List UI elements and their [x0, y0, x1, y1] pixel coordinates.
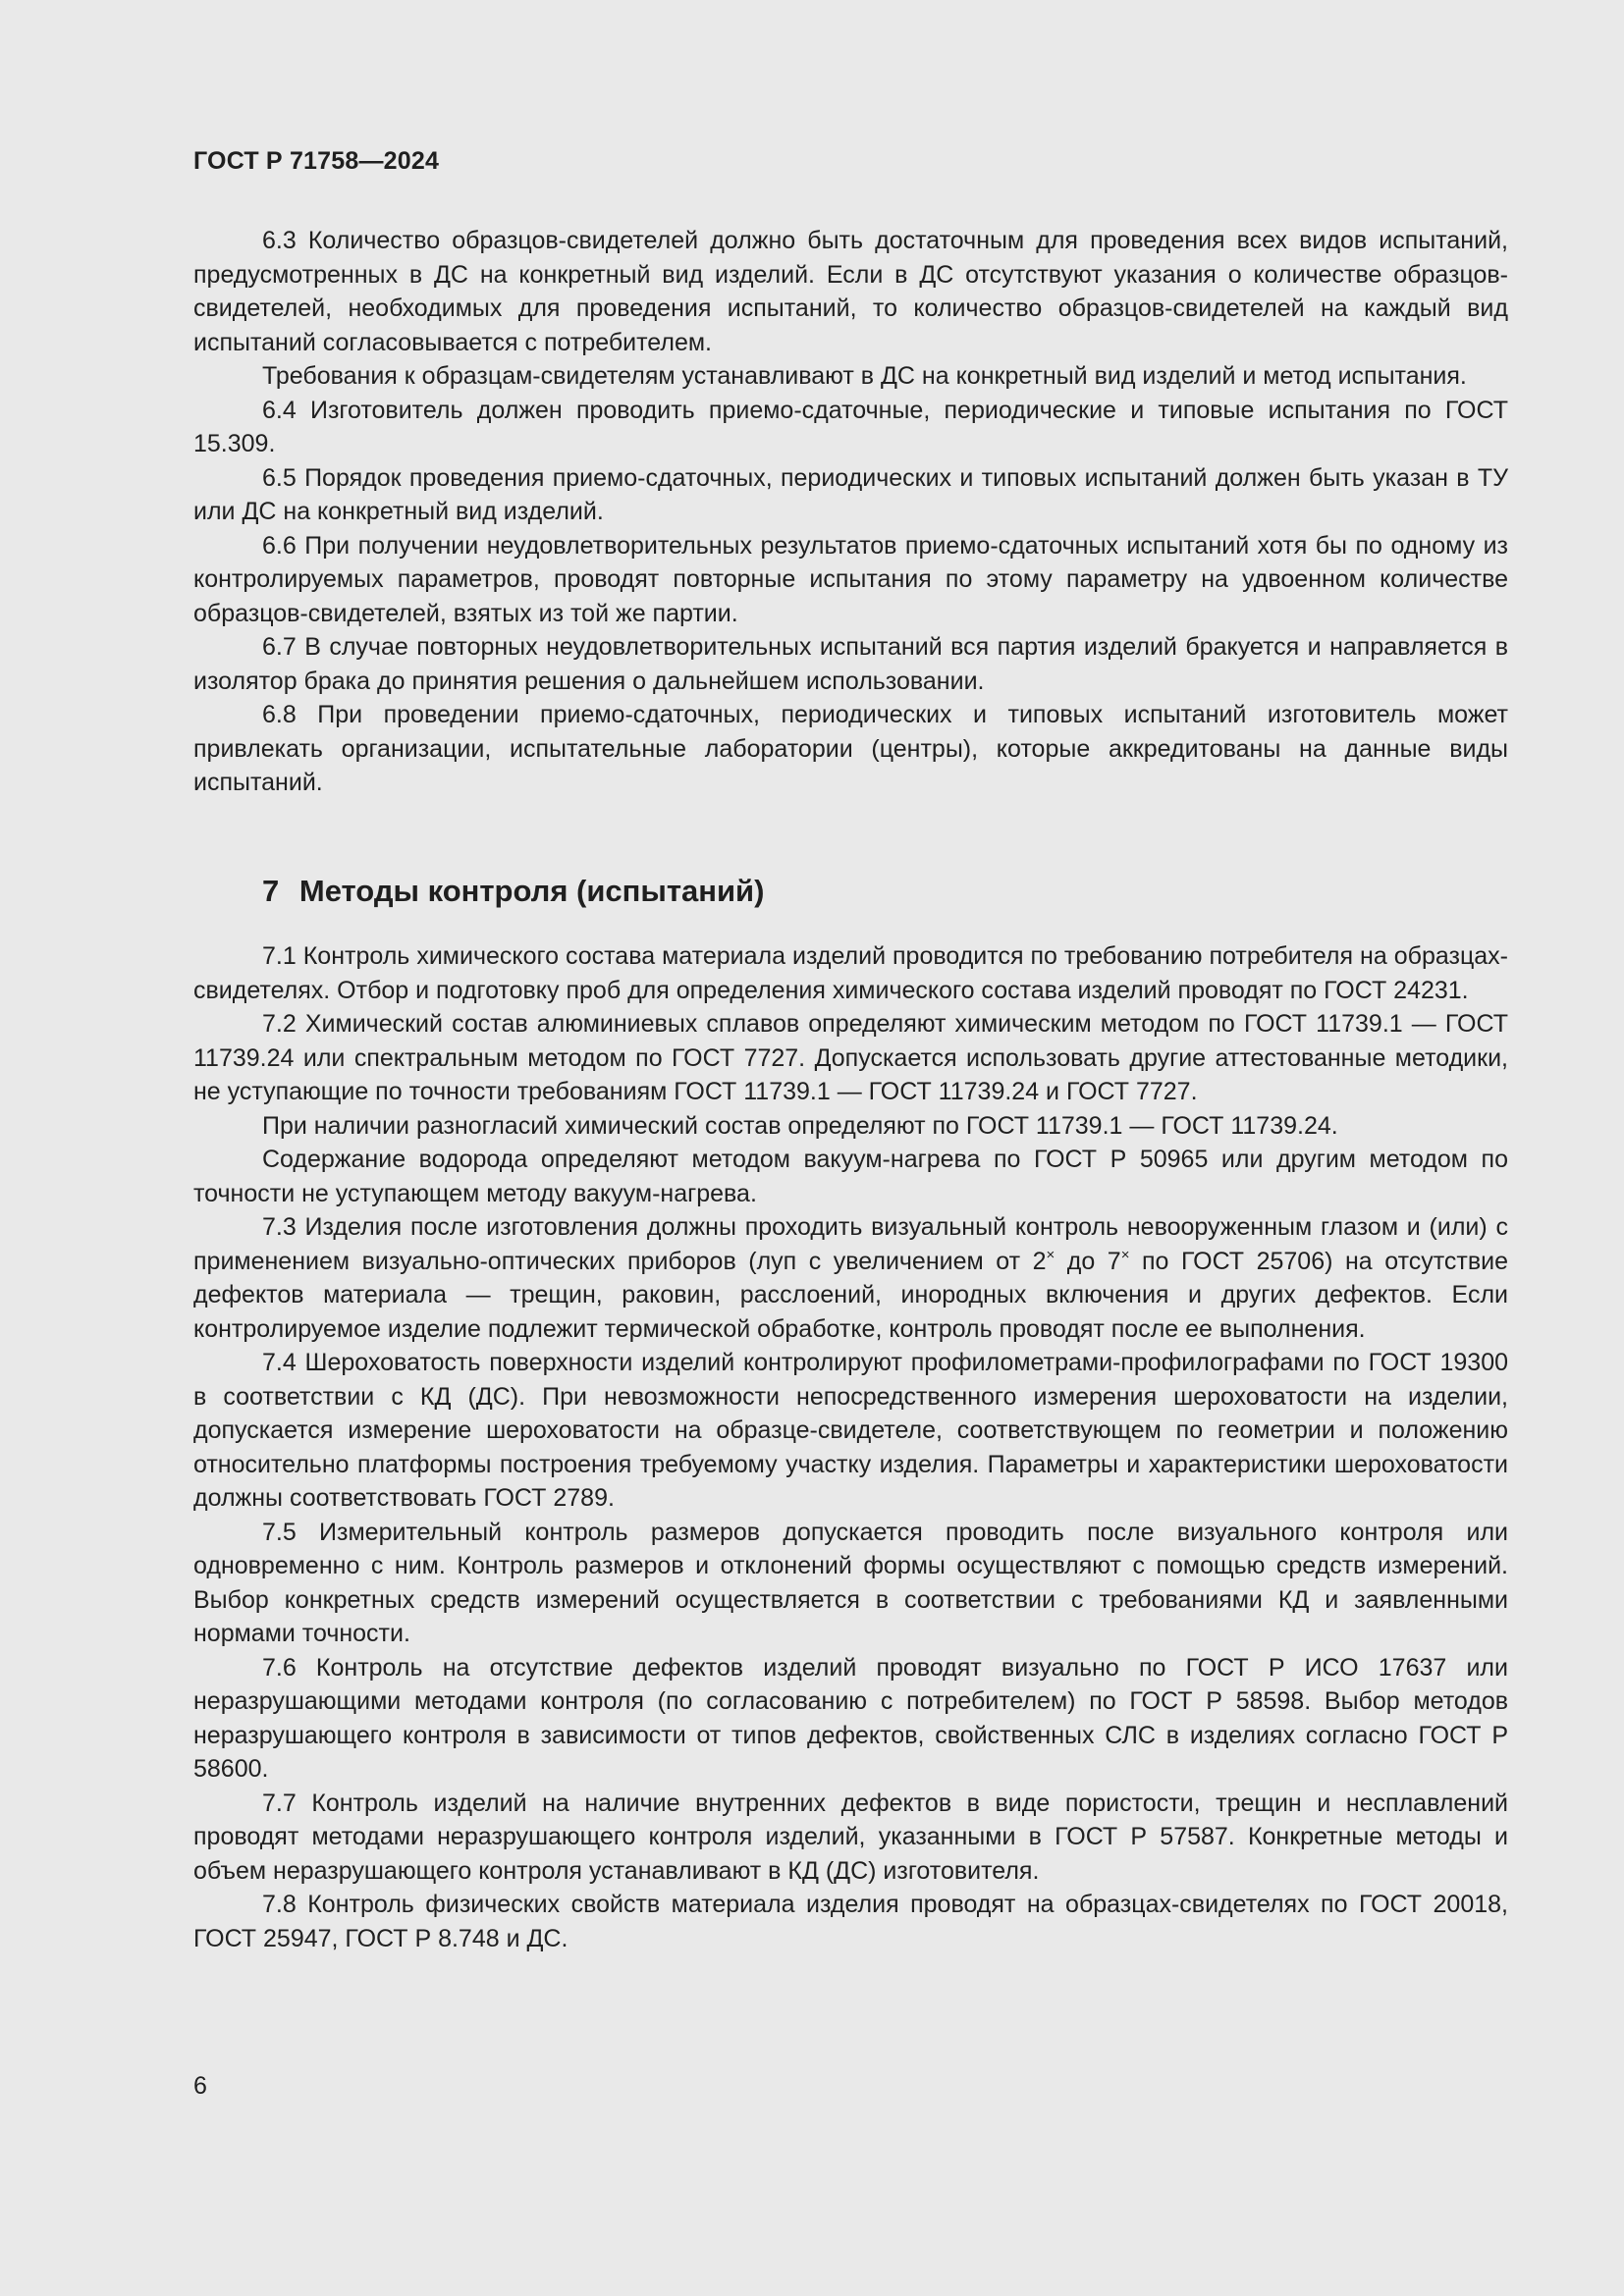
- paragraph-6-7: 6.7 В случае повторных неудовлетворительных испытаний вся партия изделий бракуется и направляется в изолятор брака до принятия решения о дальнейшем использовании.: [193, 633, 1508, 695]
- paragraph-7-5: 7.5 Измерительный контроль размеров допускается проводить после визуального контроля или одновременно с ним. Контроль размеров и отклонений формы осуществляют с помощью средств измерений. Выбор конкретных средств измерений осуществляется в соответствии с требованиями КД и заявленными нормами точности.: [193, 1518, 1508, 1647]
- p73-middle: до 7: [1055, 1247, 1121, 1275]
- paragraph-7-2-hydrogen: Содержание водорода определяют методом вакуум-нагрева по ГОСТ Р 50965 или другим методом по точности не уступающем методу вакуум-нагрева.: [193, 1146, 1508, 1207]
- standard-header: ГОСТ Р 71758—2024: [193, 147, 440, 175]
- paragraph-6-4: 6.4 Изготовитель должен проводить приемо-сдаточные, периодические и типовые испытания по ГОСТ 15.309.: [193, 396, 1508, 457]
- section-6-block: [193, 224, 1508, 800]
- paragraph-6-8: 6.8 При проведении приемо-сдаточных, периодических и типовых испытаний изготовитель может привлекать организации, испытательные лаборатории (центры), которые аккредитованы на данные виды испытаний.: [193, 701, 1508, 796]
- paragraph-7-2: 7.2 Химический состав алюминиевых сплавов определяют химическим методом по ГОСТ 11739.1 — ГОСТ 11739.24 или спектральным методом по ГОСТ 7727. Допускается использовать другие аттестованные методики, не уступающие по точности требованиям ГОСТ 11739.1 — ГОСТ 11739.24 и ГОСТ 7727.: [193, 1010, 1508, 1105]
- paragraph-7-2-disagreement: При наличии разногласий химический состав определяют по ГОСТ 11739.1 — ГОСТ 11739.24.: [262, 1111, 1338, 1140]
- magnification-superscript: ×: [1120, 1246, 1130, 1263]
- paragraph-6-3-requirements: Требования к образцам-свидетелям устанавливают в ДС на конкретный вид изделий и метод испытания.: [262, 362, 1467, 390]
- paragraph-7-1: 7.1 Контроль химического состава материала изделий проводится по требованию потребителя на образцах-свидетелях. Отбор и подготовку проб для определения химического состава изделий проводят по ГОСТ 24231.: [193, 942, 1508, 1004]
- magnification-superscript: ×: [1046, 1246, 1056, 1263]
- section-7-number: 7: [262, 874, 280, 908]
- paragraph-7-8: 7.8 Контроль физических свойств материала изделия проводят на образцах-свидетелях по ГОСТ 20018, ГОСТ 25947, ГОСТ Р 8.748 и ДС.: [193, 1891, 1508, 1952]
- page-number: 6: [193, 2072, 207, 2100]
- paragraph-7-6: 7.6 Контроль на отсутствие дефектов изделий проводят визуально по ГОСТ Р ИСО 17637 или неразрушающими методами контроля (по согласованию с потребителем) по ГОСТ Р 58598. Выбор методов неразрушающего контроля в зависимости от типов дефектов, свойственных СЛС в изделиях согласно ГОСТ Р 58600.: [193, 1653, 1508, 1783]
- section-7-block: [193, 939, 1508, 1955]
- paragraph-6-3: 6.3 Количество образцов-свидетелей должно быть достаточным для проведения всех видов испытаний, предусмотренных в ДС на конкретный вид изделий. Если в ДС отсутствуют указания о количестве образцов-свидетелей, необходимых для проведения испытаний, то количество образцов-свидетелей на каждый вид испытаний согласовывается с потребителем.: [193, 227, 1508, 356]
- paragraph-6-6: 6.6 При получении неудовлетворительных результатов приемо-сдаточных испытаний хотя бы по одному из контролируемых параметров, проводят повторные испытания по этому параметру на удвоенном количестве образцов-свидетелей, взятых из той же партии.: [193, 531, 1508, 627]
- paragraph-7-3: [193, 1210, 1508, 1346]
- section-7-title: Методы контроля (испытаний): [298, 874, 765, 908]
- p73-before: 7.3 Изделия после изготовления должны проходить визуальный контроль невооруженным глазом и (или) с применением визуально-оптических приборов (луп с увеличением от 2: [193, 1213, 1508, 1275]
- section-7-heading: [262, 874, 764, 909]
- paragraph-7-7: 7.7 Контроль изделий на наличие внутренних дефектов в виде пористости, трещин и несплавлений проводят методами неразрушающего контроля изделий, указанными в ГОСТ Р 57587. Конкретные методы и объем неразрушающего контроля устанавливают в КД (ДС) изготовителя.: [193, 1789, 1508, 1885]
- paragraph-7-4: 7.4 Шероховатость поверхности изделий контролируют профилометрами-профилографами по ГОСТ 19300 в соответствии с КД (ДС). При невозможности непосредственного измерения шероховатости на изделии, допускается измерение шероховатости на образце-свидетеле, соответствующем по геометрии и положению относительно платформы построения требуемому участку изделия. Параметры и характеристики шероховатости должны соответствовать ГОСТ 2789.: [193, 1349, 1508, 1512]
- paragraph-6-5: 6.5 Порядок проведения приемо-сдаточных, периодических и типовых испытаний должен быть указан в ТУ или ДС на конкретный вид изделий.: [193, 463, 1508, 525]
- p73-after: по ГОСТ 25706) на отсутствие дефектов материала — трещин, раковин, расслоений, инородных включения и других дефектов. Если контролируемое изделие подлежит термической обработке, контроль проводят после ее выполнения.: [193, 1247, 1509, 1343]
